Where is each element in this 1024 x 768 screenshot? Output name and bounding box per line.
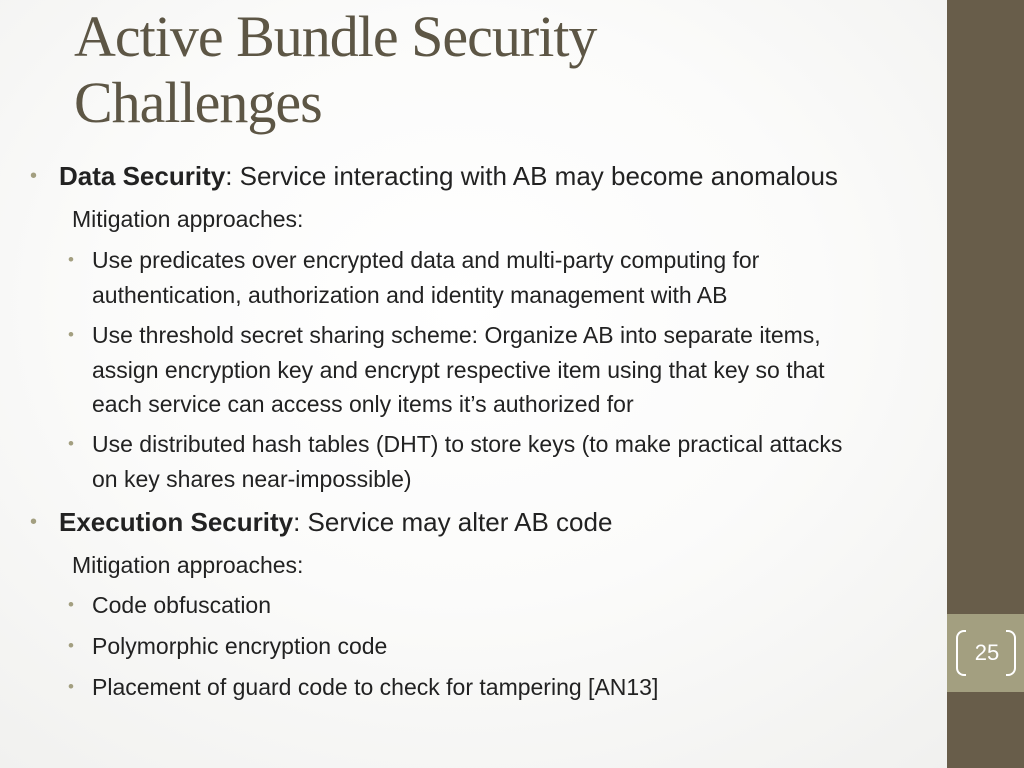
bullet-description: : Service interacting with AB may become anomalous xyxy=(225,161,838,191)
text-line: Use predicates over encrypted data and multi-party computing for xyxy=(92,247,760,273)
bullet-dot: • xyxy=(68,636,74,655)
bullet-description: : Service may alter AB code xyxy=(293,507,613,537)
bullet-text xyxy=(59,506,612,538)
bullet-heading: Data Security xyxy=(59,161,226,191)
bullet-dot: • xyxy=(68,434,74,453)
bullet-dot: • xyxy=(68,595,74,614)
sub-bullet-text: Placement of guard code to check for tampering [AN13] xyxy=(92,674,659,700)
text-line: Use threshold secret sharing scheme: Organize AB into separate items, xyxy=(92,322,821,348)
sub-bullet-text xyxy=(92,243,942,312)
sub-bullet-text xyxy=(92,427,942,496)
bullet-heading: Execution Security xyxy=(59,507,294,537)
sub-bullet-text: Code obfuscation xyxy=(92,592,272,618)
mitigation-label: Mitigation approaches: xyxy=(72,552,304,578)
bullet-dot: • xyxy=(30,511,38,533)
text-line: on key shares near-impossible) xyxy=(92,465,412,492)
bullet-dot: • xyxy=(68,325,74,344)
text-line: authentication, authorization and identity management with AB xyxy=(92,281,728,308)
text-line: assign encryption key and encrypt respective item using that key so that xyxy=(92,356,825,383)
text-line: each service can access only items it’s authorized for xyxy=(92,391,634,417)
sub-bullet-text: Polymorphic encryption code xyxy=(92,633,388,659)
text-line: Use distributed hash tables (DHT) to store keys (to make practical attacks xyxy=(92,431,843,457)
page-number: 25 xyxy=(974,640,1000,665)
mitigation-label: Mitigation approaches: xyxy=(72,206,304,232)
title-line-2: Challenges xyxy=(74,70,322,135)
bullet-dot: • xyxy=(30,165,38,187)
bullet-dot: • xyxy=(68,250,74,269)
bullet-text xyxy=(59,160,838,192)
sub-bullet-text xyxy=(92,318,942,422)
title-line-1: Active Bundle Security xyxy=(74,4,597,69)
bullet-dot: • xyxy=(68,677,74,696)
